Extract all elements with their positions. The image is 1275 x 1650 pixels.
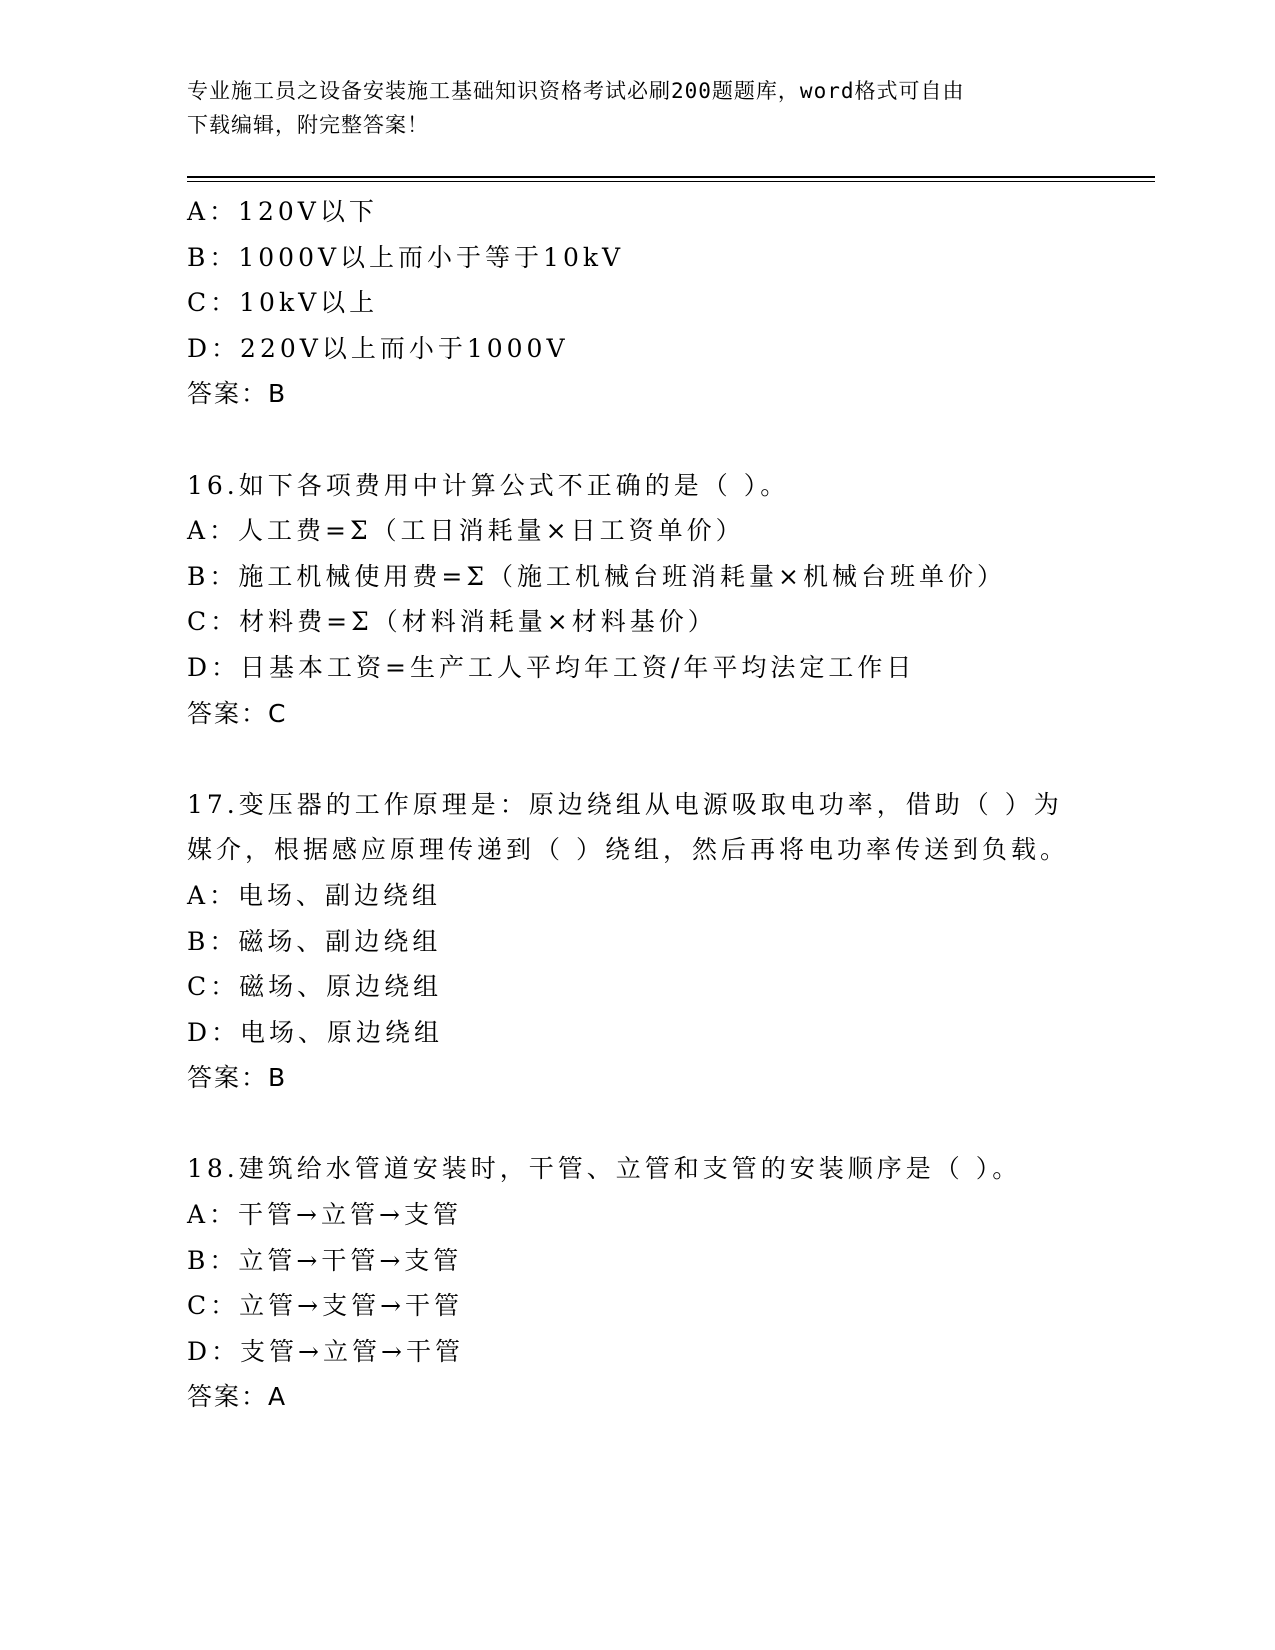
option-d: D：220V以上而小于1000V [187,333,569,363]
option-a: A：电场、副边绕组 [187,880,442,910]
header-divider-thin [187,181,1155,182]
header-line-1: 专业施工员之设备安装施工基础知识资格考试必刷200题题库，word格式可自由 [187,79,965,103]
document-header [187,74,1087,142]
spacer [187,1101,1155,1147]
option-b: B：磁场、副边绕组 [187,926,442,956]
option-b: B：立管→干管→支管 [187,1245,463,1275]
answer-line: 答案：B [187,1063,288,1093]
question-block-15 [187,189,1155,417]
answer-line: 答案：B [187,379,288,409]
option-a: A：人工费=Σ（工日消耗量×日工资单价） [187,516,745,546]
option-a: A：干管→立管→支管 [187,1200,462,1230]
answer-line: 答案：C [187,698,288,728]
question-text-line-2: 媒介，根据感应原理传递到（ ）绕组，然后再将电功率传送到负载。 [187,835,1069,865]
question-block-17 [187,782,1155,1101]
option-b: B：1000V以上而小于等于10kV [187,242,625,272]
question-list [187,189,1155,1420]
option-b: B：施工机械使用费=Σ（施工机械台班消耗量×机械台班单价） [187,561,1006,591]
option-c: C：材料费=Σ（材料消耗量×材料基价） [187,607,717,637]
option-a: A：120V以下 [187,197,378,226]
answer-line: 答案：A [187,1382,288,1412]
option-c: C：磁场、原边绕组 [187,972,443,1002]
question-text: 18.建筑给水管道安装时，干管、立管和支管的安装顺序是（ ）。 [187,1154,1022,1184]
option-d: D：日基本工资=生产工人平均年工资/年平均法定工作日 [187,652,916,682]
option-d: D：电场、原边绕组 [187,1017,444,1047]
option-c: C：10kV以上 [187,288,379,318]
option-c: C：立管→支管→干管 [187,1291,464,1321]
question-text: 16.如下各项费用中计算公式不正确的是（ ）。 [187,470,790,500]
header-line-2: 下载编辑，附完整答案！ [187,113,429,137]
spacer [187,417,1155,463]
question-text-line-1: 17.变压器的工作原理是：原边绕组从电源吸取电功率，借助（ ）为 [187,789,1063,819]
header-divider-thick [187,176,1155,178]
question-block-16 [187,463,1155,737]
spacer [187,736,1155,782]
question-block-18 [187,1146,1155,1420]
option-d: D：支管→立管→干管 [187,1336,464,1366]
